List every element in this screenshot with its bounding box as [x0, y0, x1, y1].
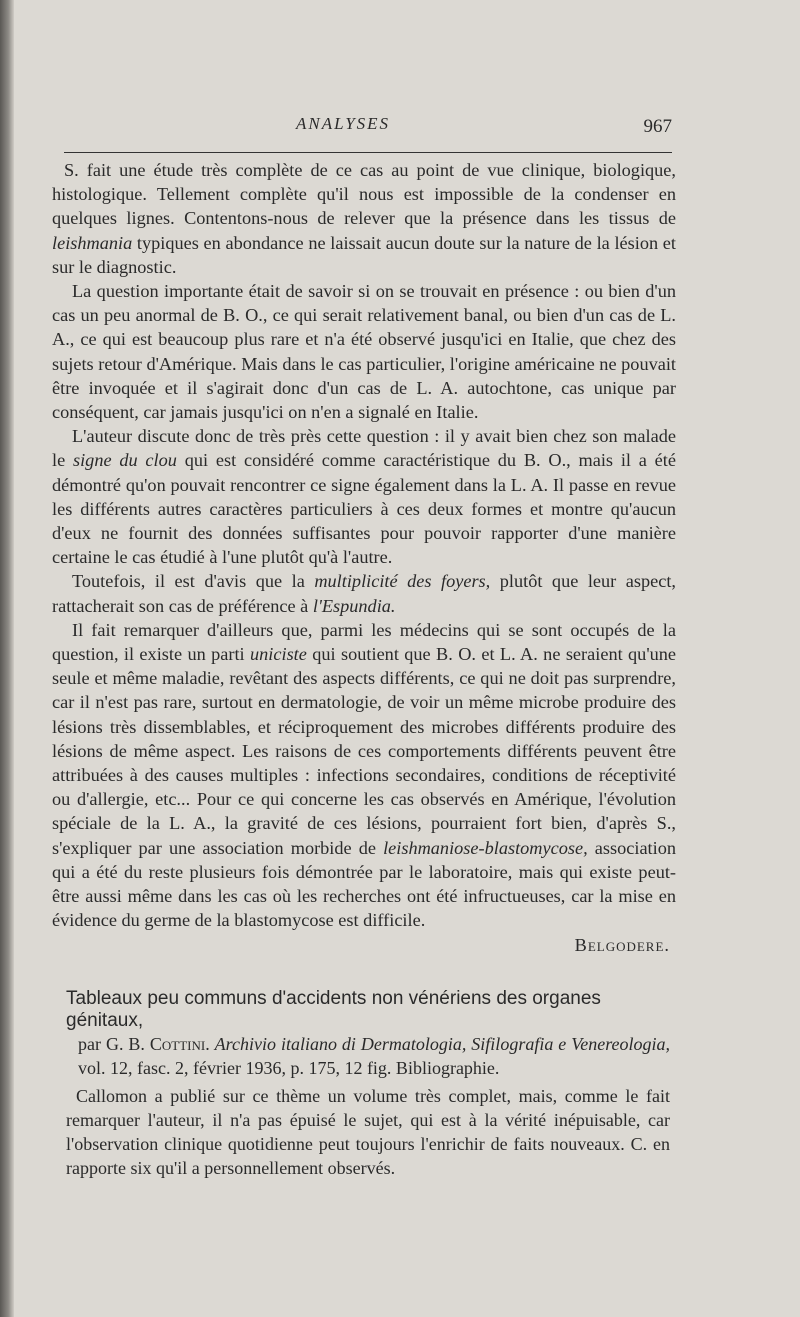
text-run: S. fait une étude très complète de ce cas au point de vue clinique, biologique, histologique. Tellement complète qu'il nous est impossible de la condenser en quelques lignes. Contentons-nous de relever que la présence dans les tissus de — [52, 160, 676, 229]
page-header — [48, 108, 672, 138]
running-title: ANALYSES — [296, 114, 391, 133]
text-run: Toutefois, il est d'avis que la — [72, 571, 315, 592]
article-author: G. B. Cottini. — [105, 1034, 210, 1054]
text-run: qui soutient que B. O. et L. A. ne seraient qu'une seule et même maladie, revêtant des aspects différents, ce qui ne doit pas surprendre, car il n'est pas rare, surtout en dermatologie, de voir un même microbe produire des lésions très dissemblables, et réciproquement des microbes différents produire des lésions de même aspect. Les raisons de ces comportements différents peuvent être attribuées à des causes multiples : infections secondaires, conditions de réceptivité ou d'allergie, etc... Pour ce qui concerne les cas observés en Amérique, l'évolution spéciale de la L. A., la gravité de ces lésions, pourraient fort bien, d'après S., s'expliquer par une association morbide de — [52, 644, 677, 858]
text-run: typiques en abondance ne laissait aucun doute sur la nature de la lésion et sur le diagnostic. — [52, 232, 676, 277]
paragraph-5 — [52, 618, 676, 933]
text-run: Il fait remarquer d'ailleurs que, parmi les médecins qui se sont occupés de la question, il existe un parti — [52, 619, 676, 665]
italic-term: multiplicité des foyers, — [314, 571, 491, 592]
article-title: Tableaux peu communs d'accidents non vénériens des organes génitaux, — [66, 988, 601, 1031]
italic-term: l'Espundia. — [312, 595, 396, 616]
citation-prefix: par — [78, 1034, 106, 1054]
page-number: 967 — [643, 116, 672, 137]
header-rule — [64, 152, 672, 153]
next-article — [66, 988, 670, 1180]
italic-term: uniciste — [250, 644, 307, 665]
paragraph-2: La question importante était de savoir si on se trouvait en présence : ou bien d'un cas un peu anormal de B. O., ce qui serait relativement banal, ou bien d'un cas de L. A., ce qui est beaucoup plus rare et n'a été observé jusqu'ici en Italie, que chez des sujets retour d'Amérique. Mais dans le cas particulier, l'origine américaine ne pouvait être invoquée et il s'agirait donc d'un cas de L. A. autochtone, cas unique par conséquent, car jamais jusqu'ici on n'en a signalé en Italie. — [52, 281, 676, 423]
citation-details: vol. 12, fasc. 2, février 1936, p. 175, 12 fig. Bibliographie. — [78, 1058, 500, 1078]
paragraph-4 — [52, 569, 676, 617]
review-body — [52, 158, 676, 957]
italic-term: leishmania — [52, 232, 133, 253]
italic-term: signe du clou — [72, 450, 177, 471]
reviewer-signature: Belgodere. — [574, 934, 670, 955]
article-citation — [66, 1032, 670, 1080]
journal-name: Archivio italiano di Dermatologia, Sifilografia e Venereologia, — [214, 1034, 671, 1054]
italic-term: leishmaniose-blastomycose, — [383, 837, 588, 858]
text-run: qui est considéré comme caractéristique du B. O., mais il a été démontré qu'on pouvait rencontrer ce signe également dans la L. A. Il passe en revue les différents autres caractères particuliers à ces deux formes et montre qu'aucun d'eux ne fournit des données suffisantes pour pouvoir rapporter d'une manière certaine le cas étudié à l'une plutôt qu'à l'autre. — [52, 450, 676, 568]
text-run: plutôt que leur aspect, rattacherait son cas de préférence à — [52, 571, 676, 616]
article-abstract: Callomon a publié sur ce thème un volume très complet, mais, comme le fait remarquer l'auteur, il n'a pas épuisé le sujet, qui est à la vérité inépuisable, car l'observation clinique quotidienne peut toujours l'enrichir de faits nouveaux. C. en rapporte six qu'il a personnellement observés. — [66, 1086, 670, 1178]
book-spine-shadow — [0, 0, 14, 1317]
paragraph-1 — [52, 158, 676, 279]
paragraph-3 — [52, 424, 676, 569]
text-run: L'auteur discute donc de très près cette question : il y avait bien chez son malade le — [52, 426, 676, 471]
text-run: association qui a été du reste plusieurs fois démontrée par le laboratoire, mais qui existe peut-être aussi même dans les cas où les recherches ont été infructueuses, car la mise en évidence du germe de la blastomycose est difficile. — [52, 837, 676, 931]
